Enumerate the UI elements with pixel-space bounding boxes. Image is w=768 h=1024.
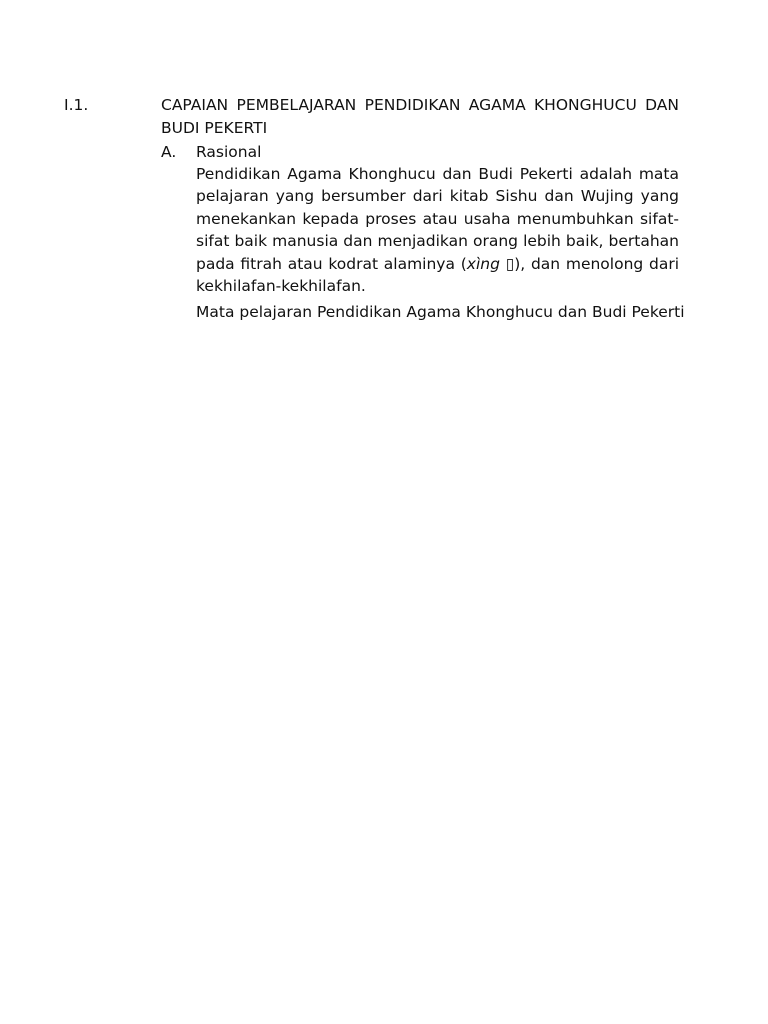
paragraph-rasional-2: Mata pelajaran Pendidikan Agama Khonghucu dan Budi Pekerti (196, 303, 685, 321)
paragraph-rasional-1 (196, 163, 679, 297)
subsection-letter: A. (161, 143, 177, 161)
missing-glyph-icon: ▯ (505, 254, 515, 273)
chinese-term-pinyin: xìng (466, 254, 500, 273)
section-number: I.1. (64, 96, 89, 114)
paragraph-text-end: ), dan menolong dari kekhilafan-kekhilafan. (196, 254, 679, 296)
section-title: CAPAIAN PEMBELAJARAN PENDIDIKAN AGAMA KHONGHUCU DAN BUDI PEKERTI (161, 96, 679, 137)
paragraph-text: Pendidikan Agama Khonghucu dan Budi Pekerti adalah mata pelajaran yang bersumber dari kitab Sishu dan Wujing yang menekankan kepada proses atau usaha menumbuhkan sifat-sifat baik manusia dan menjadikan orang lebih baik, bertahan pada fitrah atau kodrat alaminya ( (196, 165, 679, 273)
subsection-title: Rasional (196, 143, 262, 161)
